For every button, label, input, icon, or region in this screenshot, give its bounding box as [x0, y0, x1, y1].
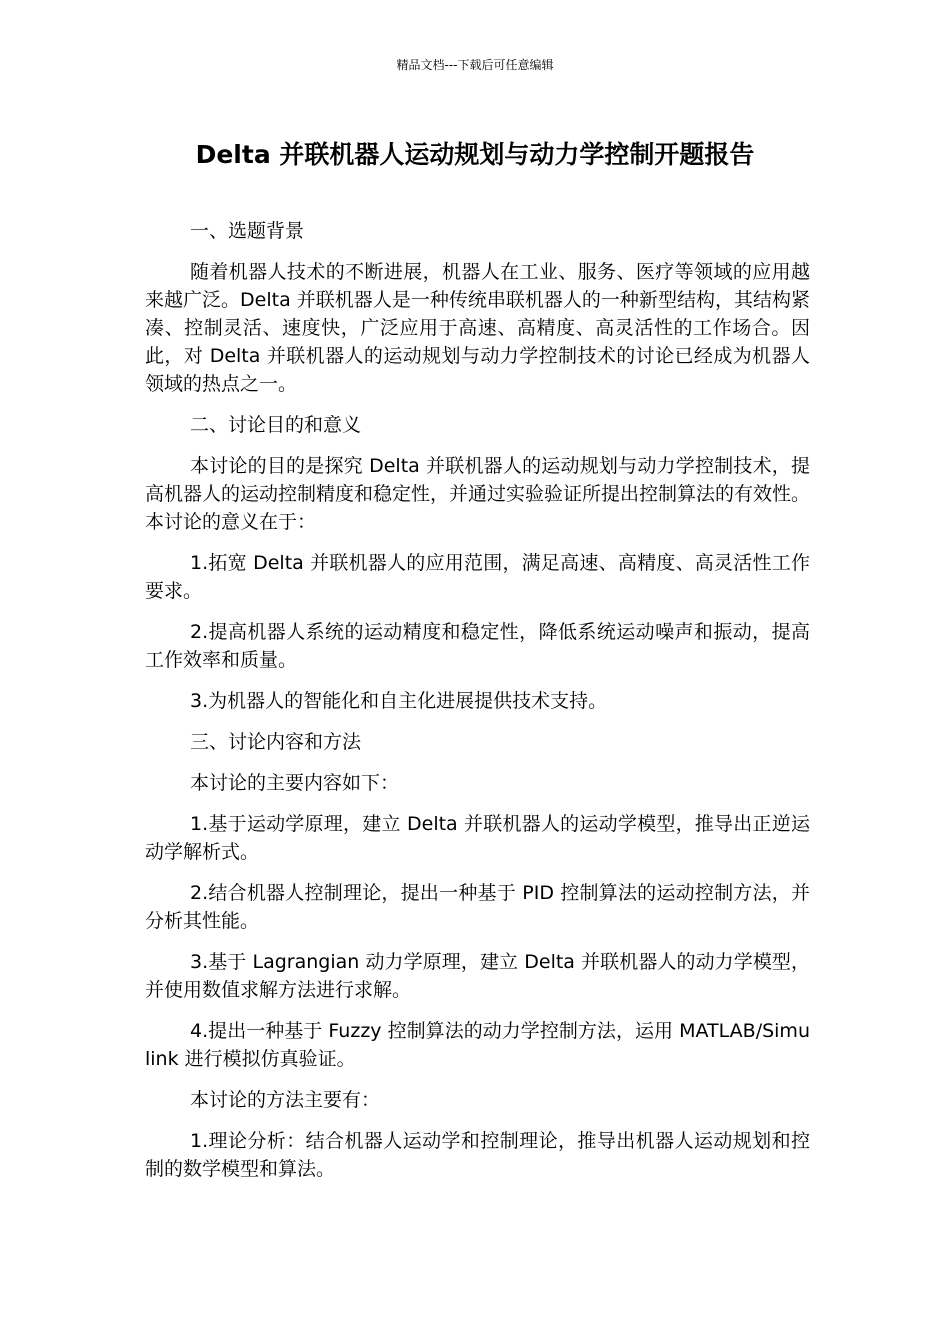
list-item-content-1: 1.基于运动学原理，建立 Delta 并联机器人的运动学模型，推导出正逆运动学解析式。 — [145, 813, 810, 863]
paragraph-content-intro: 本讨论的主要内容如下： — [190, 772, 400, 794]
section-heading-content-methods: 三、讨论内容和方法 — [190, 731, 362, 753]
header-note: 精品文档---下载后可任意编辑 — [396, 58, 554, 72]
document-title: Delta 并联机器人运动规划与动力学控制开题报告 — [195, 140, 755, 169]
paragraph-methods-intro: 本讨论的方法主要有： — [190, 1089, 381, 1111]
list-item-content-2: 2.结合机器人控制理论，提出一种基于 PID 控制算法的运动控制方法，并分析其性能。 — [145, 882, 810, 932]
document-body — [145, 217, 810, 1196]
list-item-content-4: 4.提出一种基于 Fuzzy 控制算法的动力学控制方法，运用 MATLAB/Simulink 进行模拟仿真验证。 — [145, 1020, 810, 1070]
list-item-significance-1: 1.拓宽 Delta 并联机器人的应用范围，满足高速、高精度、高灵活性工作要求。 — [145, 552, 810, 602]
list-item-significance-3: 3.为机器人的智能化和自主化进展提供技术支持。 — [190, 690, 608, 712]
section-heading-purpose: 二、讨论目的和意义 — [190, 414, 362, 436]
list-item-content-3: 3.基于 Lagrangian 动力学原理，建立 Delta 并联机器人的动力学模型，并使用数值求解方法进行求解。 — [145, 951, 810, 1001]
list-item-significance-2: 2.提高机器人系统的运动精度和稳定性，降低系统运动噪声和振动，提高工作效率和质量。 — [145, 621, 810, 671]
paragraph-background: 随着机器人技术的不断进展，机器人在工业、服务、医疗等领域的应用越来越广泛。Delta 并联机器人是一种传统串联机器人的一种新型结构，其结构紧凑、控制灵活、速度快，广泛应用于高速、高精度、高灵活性的工作场合。因此，对 Delta 并联机器人的运动规划与动力学控制技术的讨论已经成为机器人领域的热点之一。 — [145, 261, 810, 395]
paragraph-purpose: 本讨论的目的是探究 Delta 并联机器人的运动规划与动力学控制技术，提高机器人的运动控制精度和稳定性，并通过实验验证所提出控制算法的有效性。本讨论的意义在于： — [145, 455, 811, 533]
list-item-method-1: 1.理论分析：结合机器人运动学和控制理论，推导出机器人运动规划和控制的数学模型和算法。 — [145, 1130, 810, 1180]
section-heading-background: 一、选题背景 — [190, 220, 305, 242]
